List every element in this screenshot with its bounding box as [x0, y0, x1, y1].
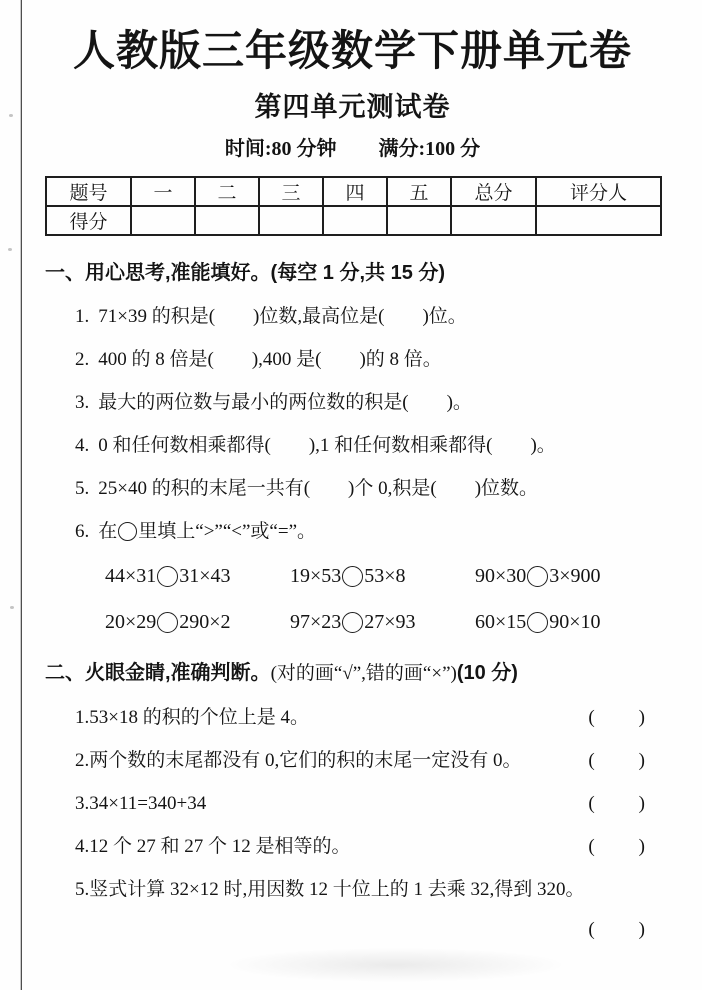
question-text-suffix: 里填上“>”“<”或“=”。: [138, 521, 317, 542]
scan-edge-line: [20, 0, 22, 990]
score-cell-empty: [259, 206, 323, 235]
score-header-cell: 评分人: [536, 177, 661, 206]
section-2-heading-score: (10 分): [456, 662, 518, 684]
question-number: 2.: [75, 750, 90, 771]
answer-paren: ( ): [588, 707, 647, 728]
question-number: 5.: [75, 879, 90, 900]
question-number: 6.: [75, 521, 90, 542]
judgment-question-4: [75, 835, 660, 859]
fill-question-5: [75, 477, 660, 501]
circle-icon: [157, 566, 178, 587]
exam-meta: [45, 137, 660, 161]
question-text: 53×18 的积的个位上是 4。: [89, 707, 309, 728]
comparison-right: 290×2: [179, 611, 231, 633]
question-number: 1.: [75, 707, 90, 728]
score-cell-empty: [536, 206, 661, 235]
question-number: 5.: [75, 478, 90, 499]
question-text: 25×40 的积的末尾一共有( )个 0,积是( )位数。: [98, 478, 539, 499]
judgment-text: [75, 878, 584, 902]
answer-paren: ( ): [588, 919, 647, 940]
judgment-question-2: [75, 749, 660, 773]
comparison-right: 53×8: [364, 565, 406, 587]
judgment-text: [75, 792, 206, 816]
judgment-text: [75, 706, 309, 730]
question-text: 竖式计算 32×12 时,用因数 12 十位上的 1 去乘 32,得到 320。: [89, 879, 585, 900]
fill-question-4: [75, 434, 660, 458]
comparison-item: [105, 563, 290, 590]
question-number: 4.: [75, 435, 90, 456]
page-subtitle: 第四单元测试卷: [254, 92, 451, 122]
question-number: 1.: [75, 306, 90, 327]
judgment-question-5-answer-line: [45, 918, 660, 942]
judgment-text: [75, 749, 522, 773]
fill-question-6: [75, 520, 660, 544]
question-text: 71×39 的积是( )位数,最高位是( )位。: [98, 306, 467, 327]
time-label: 时间:80 分钟: [224, 138, 337, 160]
circle-icon: [342, 612, 363, 633]
scan-speck: [10, 606, 14, 609]
circle-icon: [527, 612, 548, 633]
comparison-right: 31×43: [179, 565, 231, 587]
fill-question-1: [75, 305, 660, 329]
score-header-cell: 总分: [451, 177, 536, 206]
scan-speck: [9, 114, 13, 117]
section-2-heading-main: 二、火眼金睛,准确判断。: [45, 662, 271, 684]
circle-icon: [157, 612, 178, 633]
comparison-right: 3×900: [549, 565, 601, 587]
score-header-cell: 四: [323, 177, 387, 206]
score-cell-empty: [195, 206, 259, 235]
comparison-right: 90×10: [549, 611, 601, 633]
judgment-question-3: [75, 792, 660, 816]
score-cell-empty: [131, 206, 195, 235]
comparison-left: 60×15: [475, 611, 527, 633]
score-table-header-row: [46, 177, 661, 206]
question-text: 12 个 27 和 27 个 12 是相等的。: [89, 836, 351, 857]
circle-icon: [118, 522, 137, 541]
score-cell-empty: [451, 206, 536, 235]
full-score-label: 满分:100 分: [378, 138, 481, 160]
comparison-left: 20×29: [105, 611, 157, 633]
comparison-item: [290, 609, 475, 636]
score-cell-empty: [387, 206, 451, 235]
question-text: 最大的两位数与最小的两位数的积是( )。: [98, 392, 472, 413]
question-text-prefix: 在: [98, 521, 118, 542]
comparison-item: [290, 563, 475, 590]
score-header-cell: 题号: [46, 177, 131, 206]
comparison-item: [475, 563, 660, 590]
score-table-score-row: [46, 206, 661, 235]
scan-speck: [8, 248, 12, 251]
score-cell-empty: [323, 206, 387, 235]
comparison-item: [475, 609, 660, 636]
judgment-question-1: [75, 706, 660, 730]
score-header-cell: 二: [195, 177, 259, 206]
question-text: 400 的 8 倍是( ),400 是( )的 8 倍。: [98, 349, 442, 370]
comparison-right: 27×93: [364, 611, 416, 633]
paper-content: [45, 0, 660, 942]
comparison-row: [105, 563, 660, 590]
circle-icon: [527, 566, 548, 587]
question-number: 2.: [75, 349, 90, 370]
page-title: 人教版三年级数学下册单元卷: [72, 29, 632, 75]
judgment-text: [75, 835, 351, 859]
score-header-cell: 五: [387, 177, 451, 206]
score-header-cell: 一: [131, 177, 195, 206]
section-1-heading: 一、用心思考,准能填好。(每空 1 分,共 15 分): [45, 262, 446, 284]
question-text: 0 和任何数相乘都得( ),1 和任何数相乘都得( )。: [98, 435, 556, 456]
answer-paren: ( ): [588, 750, 647, 771]
question-text: 两个数的末尾都没有 0,它们的积的末尾一定没有 0。: [89, 750, 522, 771]
scan-smudge: [228, 948, 563, 982]
comparison-left: 44×31: [105, 565, 157, 587]
question-text: 34×11=340+34: [89, 793, 207, 814]
fill-question-3: [75, 391, 660, 415]
section-2-heading: [45, 660, 660, 687]
answer-paren: ( ): [588, 793, 647, 814]
comparison-row: [105, 609, 660, 636]
answer-paren: ( ): [588, 836, 647, 857]
question-number: 3.: [75, 392, 90, 413]
comparison-left: 90×30: [475, 565, 527, 587]
comparison-item: [105, 609, 290, 636]
comparison-left: 19×53: [290, 565, 342, 587]
section-2-heading-note: (对的画“√”,错的画“×”): [270, 663, 457, 684]
circle-icon: [342, 566, 363, 587]
fill-question-2: [75, 348, 660, 372]
score-header-cell: 三: [259, 177, 323, 206]
score-table: [45, 176, 662, 236]
judgment-question-5: [75, 878, 660, 902]
question-number: 3.: [75, 793, 90, 814]
comparison-left: 97×23: [290, 611, 342, 633]
score-row-label: 得分: [46, 206, 131, 235]
question-number: 4.: [75, 836, 90, 857]
